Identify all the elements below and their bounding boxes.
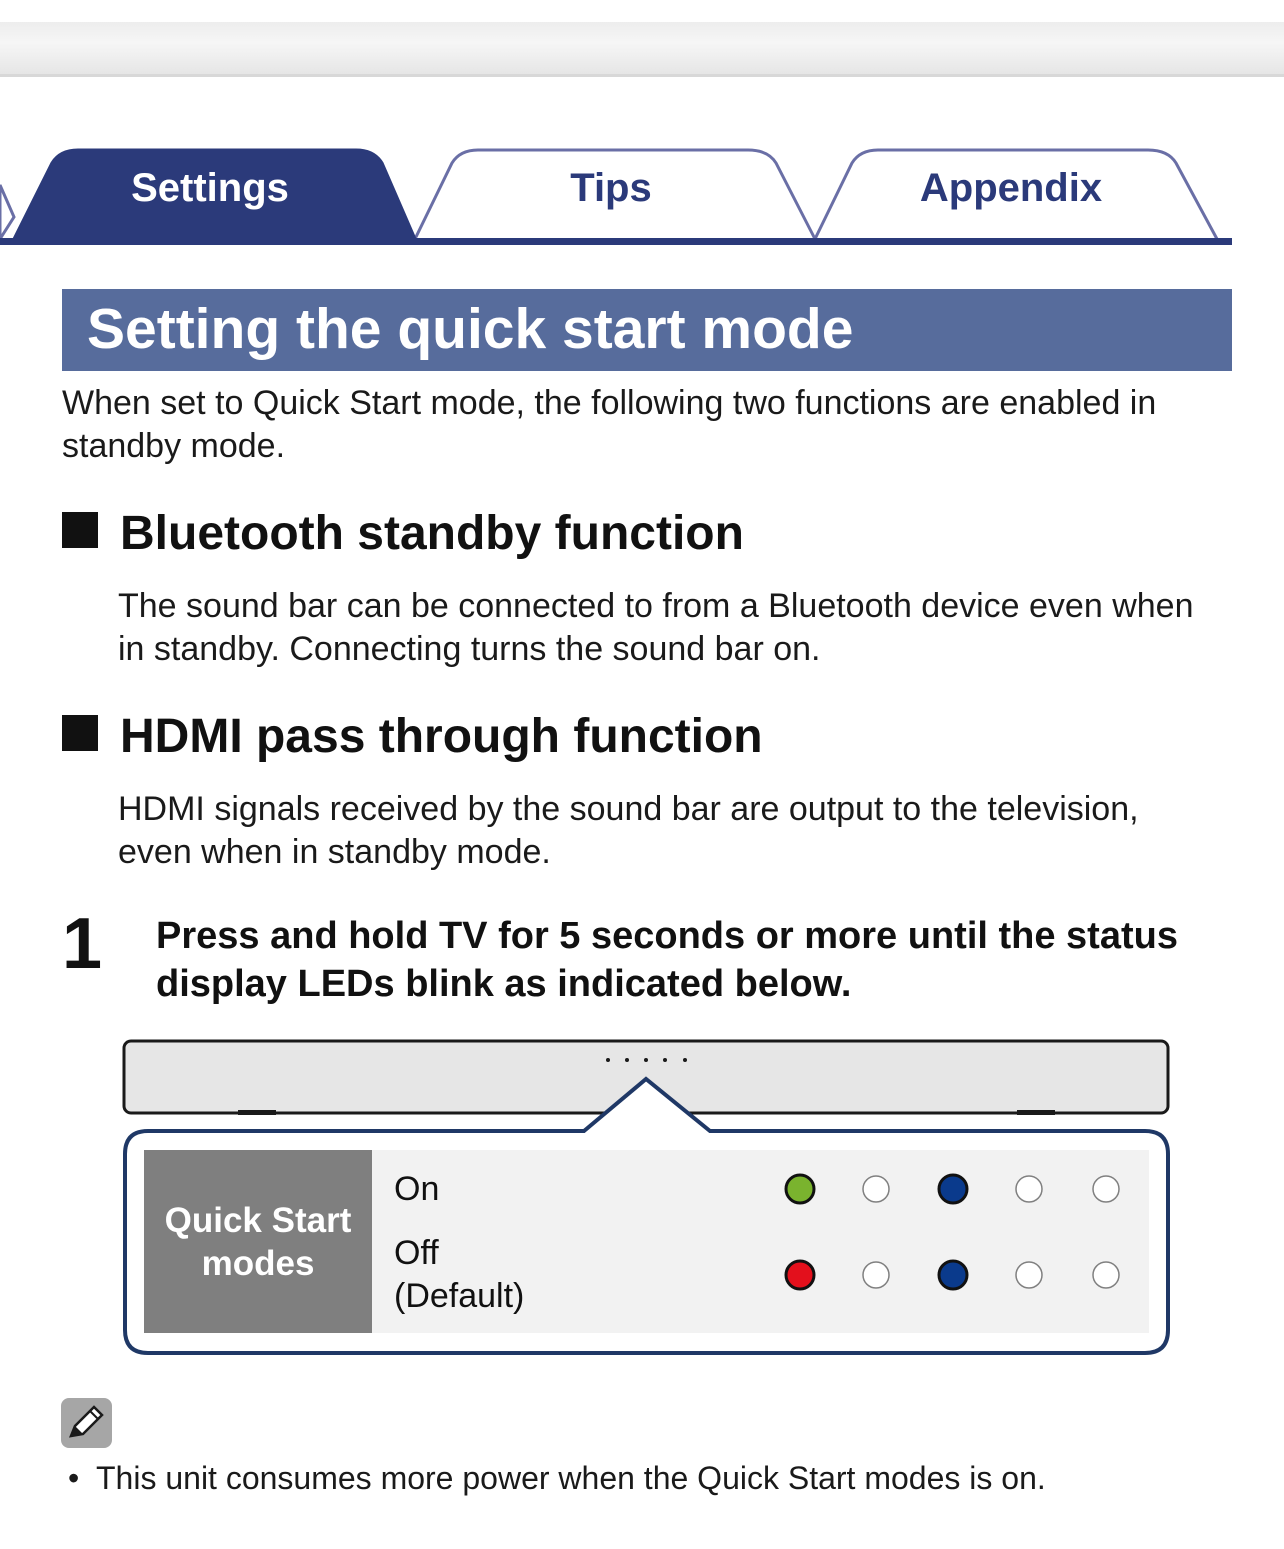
step-text: Press and hold TV for 5 seconds or more until the status display LEDs blink as indicated below. [156, 915, 1178, 1005]
mode-on-label: On [394, 1170, 440, 1208]
tab-tips[interactable]: Tips [570, 166, 652, 210]
led-indicators [144, 1150, 1149, 1333]
quick-start-label: Quick Start modes [144, 1150, 372, 1333]
hdmi-body: HDMI signals received by the sound bar are output to the television, even when in standby mode. [118, 790, 1139, 871]
led-off-2-off [863, 1262, 889, 1288]
tab-settings[interactable]: Settings [131, 166, 289, 210]
led-on-3-blue [939, 1175, 967, 1203]
led-off-3-blue [939, 1261, 967, 1289]
led-on-4-off [1016, 1176, 1042, 1202]
led-on-1-green [786, 1175, 814, 1203]
mode-off-label: Off (Default) [394, 1234, 525, 1315]
led-on-2-off [863, 1176, 889, 1202]
led-off-4-off [1016, 1262, 1042, 1288]
tab-appendix[interactable]: Appendix [919, 166, 1103, 210]
pencil-icon [61, 1398, 112, 1448]
led-table [144, 1150, 1149, 1333]
note-bullet: • This unit consumes more power when the Quick Start modes is on. [68, 1457, 1046, 1499]
bullet-icon: • [68, 1460, 80, 1496]
bluetooth-body: The sound bar can be connected to from a Bluetooth device even when in standby. Connecting turns the sound bar on. [118, 587, 1194, 668]
top-bar [0, 22, 1284, 77]
intro-text: When set to Quick Start mode, the following two functions are enabled in standby mode. [62, 384, 1157, 465]
square-bullet-icon [62, 512, 98, 548]
led-on-5-off [1093, 1176, 1119, 1202]
section-title: Setting the quick start mode [62, 289, 1232, 371]
step-number: 1 [62, 904, 103, 984]
led-off-5-off [1093, 1262, 1119, 1288]
square-bullet-icon [62, 715, 98, 751]
led-off-1-red [786, 1261, 814, 1289]
